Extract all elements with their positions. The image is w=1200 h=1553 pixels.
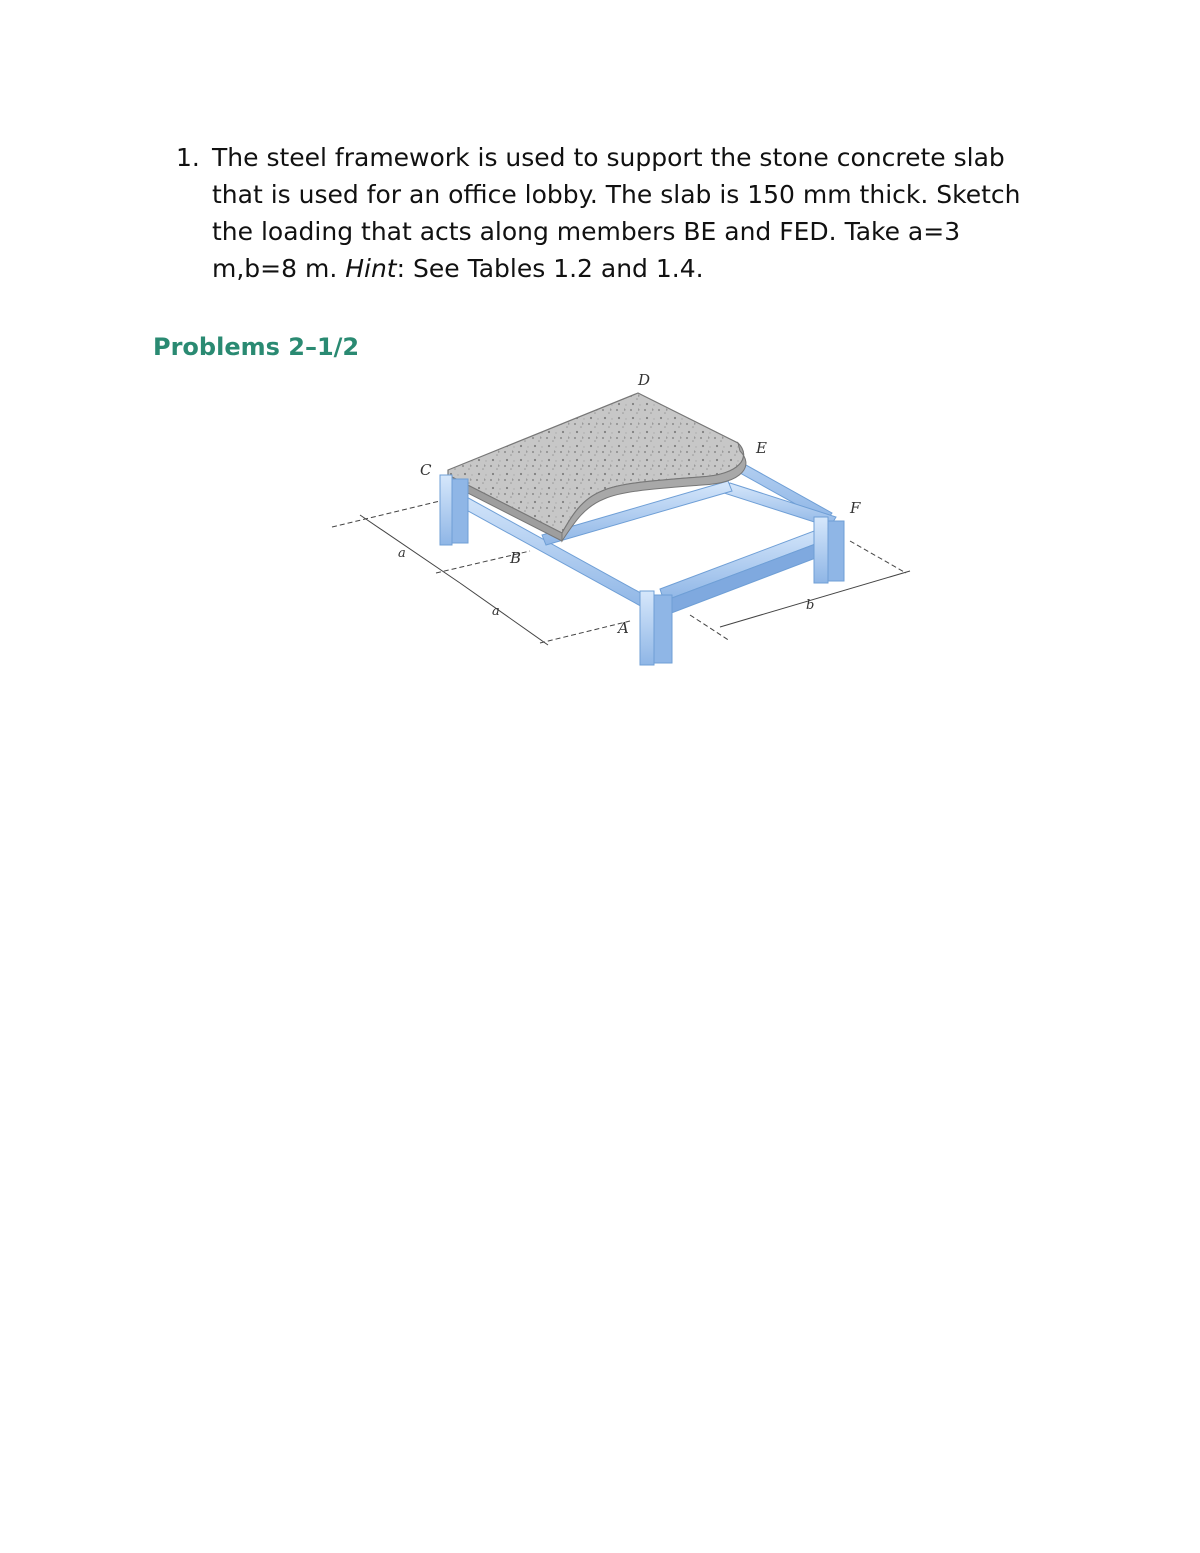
label-E: E	[756, 439, 767, 457]
problem-number: 1.	[176, 143, 200, 172]
label-F: F	[850, 499, 861, 517]
problem-statement	[176, 139, 1046, 287]
label-B: B	[510, 549, 522, 567]
label-C: C	[420, 461, 432, 479]
dim-b: b	[806, 598, 815, 613]
framework-diagram	[320, 365, 920, 670]
label-A: A	[618, 619, 629, 637]
problem-text	[212, 139, 1046, 287]
problem-text-hint: : See Tables 1.2 and 1.4.	[396, 254, 704, 283]
dim-a-2: a	[492, 604, 500, 619]
hint-label: Hint	[345, 254, 397, 283]
framework-figure	[320, 365, 920, 670]
column-A	[640, 591, 672, 665]
column-C	[440, 475, 468, 545]
problem-text-main: The steel framework is used to support the stone concrete slab that is used for an office lobby. The slab is 150 mm thick. Sketch the loading that acts along members BE and FED. Take a=3 m,b=8 m.	[212, 143, 1021, 283]
problem-item	[176, 139, 1046, 287]
problems-heading: Problems 2–1/2	[153, 333, 360, 361]
beam-AF	[660, 525, 834, 601]
column-F	[814, 517, 844, 583]
label-D: D	[638, 371, 651, 389]
dim-a-1: a	[398, 546, 406, 561]
